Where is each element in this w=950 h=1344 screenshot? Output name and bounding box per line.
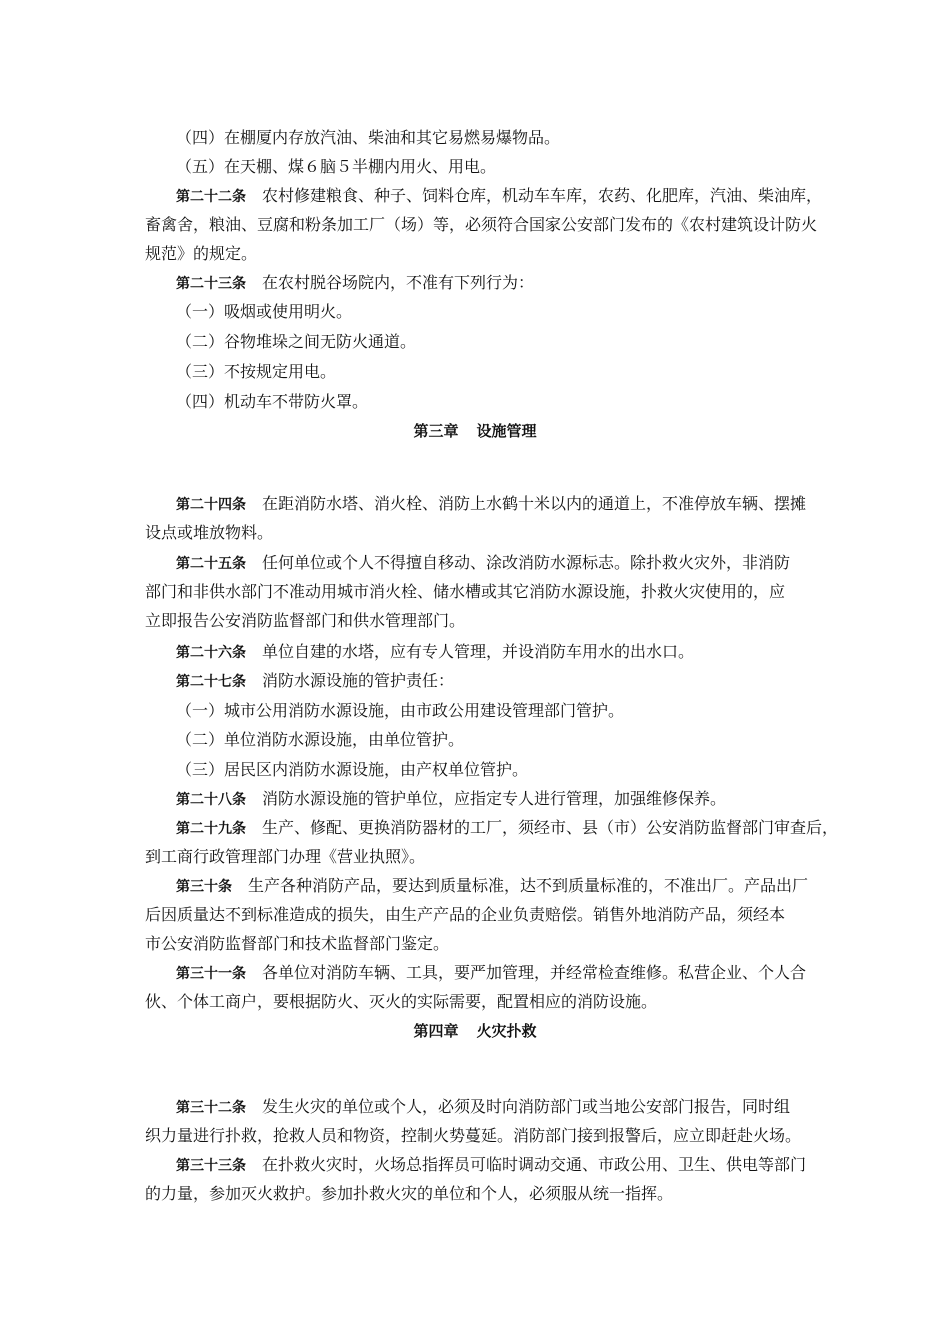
article-29 bbox=[176, 818, 856, 839]
item-text: （五）在天棚、煤６脑５半棚内用火、用电。 bbox=[176, 157, 497, 176]
article-label: 第三十二条 bbox=[176, 1100, 246, 1116]
article-text: 任何单位或个人不得擅自移动、涂改消防水源标志。除扑救火灾外，非消防 bbox=[262, 553, 791, 572]
article-text: 设点或堆放物料。 bbox=[145, 523, 274, 542]
article-26 bbox=[176, 642, 856, 663]
list-item bbox=[176, 157, 856, 177]
article-text: 各单位对消防车辆、工具，要严加管理，并经常检查维修。私营企业、个人合 bbox=[262, 963, 807, 982]
list-item bbox=[176, 392, 856, 412]
article-text: 消防水源设施的管护单位，应指定专人进行管理，加强维修保养。 bbox=[262, 789, 727, 808]
article-text: 的力量，参加灭火救护。参加扑救火灾的单位和个人，必须服从统一指挥。 bbox=[145, 1184, 674, 1203]
article-text: 后因质量达不到标准造成的损失，由生产产品的企业负责赔偿。销售外地消防产品，须经本 bbox=[145, 905, 786, 924]
article-label: 第二十六条 bbox=[176, 645, 246, 661]
item-text: （一）吸烟或使用明火。 bbox=[176, 302, 353, 321]
article-text: 织力量进行扑救，抢救人员和物资，控制火势蔓延。消防部门接到报警后，应立即赶赴火场。 bbox=[145, 1126, 802, 1145]
article-30 bbox=[176, 876, 856, 897]
article-27 bbox=[176, 671, 856, 692]
list-item bbox=[176, 362, 856, 382]
article-text: 部门和非供水部门不准动用城市消火栓、储水槽或其它消防水源设施，扑救火灾使用的，应 bbox=[145, 582, 786, 601]
chapter-title: 火灾扑救 bbox=[476, 1022, 537, 1040]
item-text: （三）居民区内消防水源设施，由产权单位管护。 bbox=[176, 760, 529, 779]
item-text: （二）谷物堆垛之间无防火通道。 bbox=[176, 332, 417, 351]
article-line bbox=[145, 1184, 825, 1204]
list-item bbox=[176, 332, 856, 352]
article-line bbox=[145, 215, 825, 235]
article-23 bbox=[176, 273, 856, 294]
item-text: （二）单位消防水源设施，由单位管护。 bbox=[176, 730, 465, 749]
article-label: 第三十一条 bbox=[176, 966, 246, 982]
article-32 bbox=[176, 1097, 856, 1118]
chapter-number: 第四章 bbox=[413, 1022, 459, 1040]
article-label: 第二十四条 bbox=[176, 497, 246, 513]
list-item bbox=[176, 128, 856, 148]
article-label: 第二十三条 bbox=[176, 276, 246, 292]
article-text: 单位自建的水塔，应有专人管理，并设消防车用水的出水口。 bbox=[262, 642, 695, 661]
article-text: 畜禽舍，粮油、豆腐和粉条加工厂（场）等，必须符合国家公安部门发布的《农村建筑设计防火 bbox=[145, 215, 818, 234]
article-text: 发生火灾的单位或个人，必须及时向消防部门或当地公安部门报告，同时组 bbox=[262, 1097, 791, 1116]
article-label: 第二十七条 bbox=[176, 674, 246, 690]
chapter-4-heading bbox=[0, 1021, 950, 1041]
article-line bbox=[145, 847, 825, 867]
list-item bbox=[176, 302, 856, 322]
article-text: 市公安消防监督部门和技术监督部门鉴定。 bbox=[145, 934, 450, 953]
article-line bbox=[145, 611, 825, 631]
article-text: 规范》的规定。 bbox=[145, 244, 258, 263]
article-31 bbox=[176, 963, 856, 984]
article-33 bbox=[176, 1155, 856, 1176]
article-label: 第二十九条 bbox=[176, 821, 246, 837]
article-line bbox=[145, 582, 825, 602]
chapter-3-heading bbox=[0, 421, 950, 441]
article-line bbox=[145, 1126, 825, 1146]
article-label: 第三十三条 bbox=[176, 1158, 246, 1174]
article-line bbox=[145, 905, 825, 925]
article-line bbox=[145, 934, 825, 954]
article-label: 第二十二条 bbox=[176, 189, 246, 205]
chapter-number: 第三章 bbox=[413, 422, 459, 440]
article-text: 在距消防水塔、消火栓、消防上水鹤十米以内的通道上，不准停放车辆、摆摊 bbox=[262, 494, 807, 513]
item-text: （一）城市公用消防水源设施，由市政公用建设管理部门管护。 bbox=[176, 701, 625, 720]
article-text: 生产、修配、更换消防器材的工厂，须经市、县（市）公安消防监督部门审查后， bbox=[262, 818, 839, 837]
article-25 bbox=[176, 553, 856, 574]
article-text: 在农村脱谷场院内，不准有下列行为： bbox=[262, 273, 535, 292]
article-28 bbox=[176, 789, 856, 810]
article-text: 生产各种消防产品，要达到质量标准，达不到质量标准的，不准出厂。产品出厂 bbox=[248, 876, 809, 895]
article-label: 第二十五条 bbox=[176, 556, 246, 572]
item-text: （三）不按规定用电。 bbox=[176, 362, 337, 381]
article-text: 到工商行政管理部门办理《营业执照》。 bbox=[145, 847, 426, 866]
article-line bbox=[145, 523, 825, 543]
article-line bbox=[145, 992, 825, 1012]
list-item bbox=[176, 701, 856, 721]
article-text: 立即报告公安消防监督部门和供水管理部门。 bbox=[145, 611, 466, 630]
article-text: 农村修建粮食、种子、饲料仓库，机动车车库，农药、化肥库，汽油、柴油库， bbox=[262, 186, 823, 205]
list-item bbox=[176, 730, 856, 750]
list-item bbox=[176, 760, 856, 780]
article-24 bbox=[176, 494, 856, 515]
chapter-title: 设施管理 bbox=[476, 422, 537, 440]
article-line bbox=[145, 244, 825, 264]
article-text: 在扑救火灾时，火场总指挥员可临时调动交通、市政公用、卫生、供电等部门 bbox=[262, 1155, 807, 1174]
item-text: （四）机动车不带防火罩。 bbox=[176, 392, 369, 411]
article-label: 第二十八条 bbox=[176, 792, 246, 808]
article-text: 消防水源设施的管护责任： bbox=[262, 671, 455, 690]
article-22 bbox=[176, 186, 856, 207]
article-text: 伙、个体工商户，要根据防火、灭火的实际需要，配置相应的消防设施。 bbox=[145, 992, 658, 1011]
item-text: （四）在棚厦内存放汽油、柴油和其它易燃易爆物品。 bbox=[176, 128, 561, 147]
article-label: 第三十条 bbox=[176, 879, 232, 895]
